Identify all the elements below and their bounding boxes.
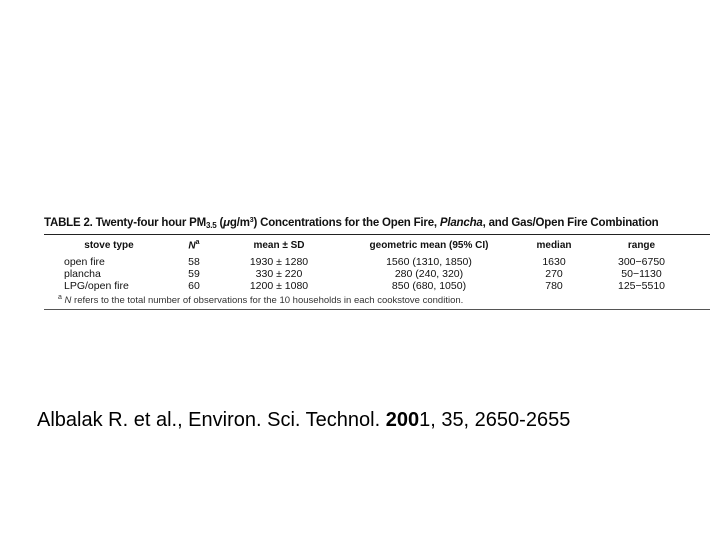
cell-n: 60 — [188, 280, 200, 293]
table-caption-unit-mu: μ — [223, 217, 230, 229]
table-caption-paren-open: ( — [216, 217, 224, 229]
cell-geometric-mean: 850 (680, 1050) — [391, 280, 467, 293]
header-stove-type: stove type — [84, 239, 134, 251]
table-caption-text-2: ) Concentrations for the Open Fire, — [253, 217, 440, 229]
table-footnote — [44, 294, 710, 306]
cell-mean-sd: 1200 ± 1080 — [249, 280, 309, 293]
cell-mean-sd: 330 ± 220 — [255, 268, 303, 281]
footnote-text: refers to the total number of observations for the 10 households in each cookstove condition. — [71, 295, 464, 307]
cell-stove-type: LPG/open fire — [64, 280, 129, 293]
cell-n: 59 — [188, 268, 200, 281]
cell-stove-type: open fire — [64, 256, 105, 269]
table-caption — [44, 217, 710, 230]
footnote-n: N — [64, 295, 72, 307]
header-median: median — [536, 239, 572, 251]
citation — [37, 409, 570, 432]
table-caption-label: TABLE 2. — [44, 217, 93, 229]
cell-median: 270 — [545, 268, 563, 281]
header-n-sup: a — [195, 239, 200, 246]
table-row — [44, 268, 689, 280]
cell-geometric-mean: 1560 (1310, 1850) — [386, 256, 472, 269]
cell-n: 58 — [188, 256, 200, 269]
footnote-sup: a — [58, 294, 62, 302]
table-caption-superscript: 3 — [249, 217, 254, 224]
header-mean-sd: mean ± SD — [253, 239, 305, 251]
table-caption-text: Twenty-four hour PM — [92, 217, 207, 229]
table-caption-unit: g/m — [229, 217, 250, 229]
cell-median: 780 — [545, 280, 563, 293]
table-row — [44, 280, 689, 292]
cell-range: 50−1130 — [621, 268, 662, 281]
table-caption-text-3: , and Gas/Open Fire Combination — [482, 217, 659, 229]
table-figure — [44, 217, 710, 310]
footnote-rule — [44, 309, 710, 310]
table-header-row — [44, 235, 689, 256]
cell-median: 1630 — [542, 256, 566, 269]
header-range: range — [627, 239, 656, 251]
cell-stove-type: plancha — [64, 268, 101, 281]
citation-year-bold: 200 — [385, 409, 420, 431]
cell-mean-sd: 1930 ± 1280 — [249, 256, 309, 269]
data-table — [44, 235, 689, 292]
header-n-label: N — [188, 240, 196, 252]
table-caption-plancha: Plancha — [439, 217, 483, 229]
header-geometric-mean: geometric mean (95% CI) — [369, 239, 489, 251]
cell-geometric-mean: 280 (240, 320) — [394, 268, 464, 281]
table-row — [44, 256, 689, 268]
citation-text: Albalak R. et al., Environ. Sci. Technol. — [37, 409, 386, 431]
table-caption-subscript: 3.5 — [206, 221, 217, 230]
citation-year-rest: 1, 35, 2650-2655 — [419, 409, 571, 431]
cell-range: 300−6750 — [617, 256, 665, 269]
cell-range: 125−5510 — [617, 280, 665, 293]
header-n — [174, 235, 214, 256]
